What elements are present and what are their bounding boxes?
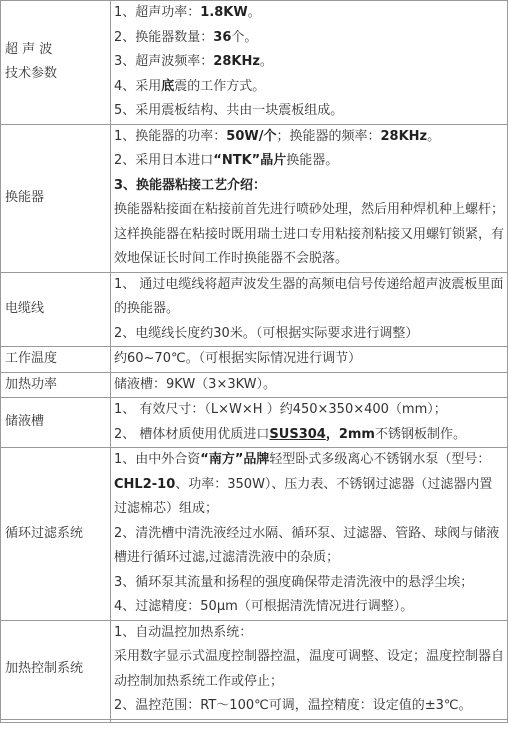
content-tank [111, 398, 508, 448]
cutoff-content-cell [111, 719, 508, 722]
content-ultrasonic [111, 1, 508, 125]
tank-item-2: 2、 槽体材质使用优质进口SUS304，2mm不锈钢板制作。 [114, 426, 466, 442]
row-heating-control [1, 620, 508, 719]
filtration-item-2: 2、清洗槽中清洗液经过水隔、循环泵、过滤器、管路、球阀与储液槽进行循环过滤,过滤清洗液中的杂质； [114, 525, 500, 565]
transducer-item-1: 1、换能器的功率：50W/个；换能器的频率：28KHz。 [114, 128, 441, 144]
label-ultrasonic-line2: 技术参数 [5, 66, 58, 82]
label-transducer: 换能器 [1, 124, 111, 272]
heating-control-description: 采用数字显示式温度控制器控温，温度可调整、设定；温度控制器自动控制加热系统工作或停止； [114, 649, 505, 689]
row-cutoff [1, 719, 508, 722]
label-cable: 电缆线 [1, 272, 111, 347]
content-cable [111, 272, 508, 347]
row-transducer [1, 124, 508, 272]
transducer-item-2: 2、采用日本进口“NTK”晶片换能器。 [114, 153, 339, 168]
ultrasonic-item-2: 2、换能器数量：36个。 [114, 29, 258, 45]
label-ultrasonic-line1: 超 声 波 [5, 41, 53, 57]
filtration-item-1: 1、由中外合资“南方”品牌轻型卧式多级离心不锈钢水泵（型号：CHL2-10、功率：350W）、压力表、不锈钢过滤器（过滤器内置过滤棉芯）组成； [114, 452, 493, 516]
content-transducer [111, 124, 508, 272]
cable-item-2: 2、电缆线长度约30米。（可根据实际要求进行调整） [114, 325, 419, 341]
label-heating-power: 加热功率 [1, 372, 111, 398]
heating-control-item-1: 1、自动温控加热系统： [114, 624, 253, 640]
filtration-item-3: 3、循环泵其流量和扬程的强度确保带走清洗液中的悬浮尘埃； [114, 574, 474, 590]
ultrasonic-item-5: 5、采用震板结构、共由一块震板组成。 [114, 103, 344, 118]
tank-item-1: 1、 有效尺寸：（L×W×H ）约450×350×400（mm）； [114, 402, 447, 417]
row-tank [1, 398, 508, 448]
label-filtration: 循环过滤系统 [1, 448, 111, 621]
temperature-value: 约60~70℃。（可根据实际情况进行调节） [111, 347, 508, 373]
row-heating-power [1, 372, 508, 398]
row-filtration [1, 448, 508, 621]
heating-power-value: 储液槽：9KW（3×3KW）。 [111, 372, 508, 398]
ultrasonic-item-4: 4、采用底震的工作方式。 [114, 78, 266, 94]
label-tank: 储液槽 [1, 398, 111, 448]
label-heating-control: 加热控制系统 [1, 620, 111, 719]
ultrasonic-item-1: 1、超声功率：1.8KW。 [114, 5, 261, 20]
label-ultrasonic [1, 1, 111, 125]
cable-item-1: 1、 通过电缆线将超声波发生器的高频电信号传递给超声波震板里面的换能器。 [114, 276, 504, 316]
cutoff-label-cell [1, 719, 111, 722]
content-filtration [111, 448, 508, 621]
row-cable [1, 272, 508, 347]
transducer-item-3: 3、换能器粘接工艺介绍： [114, 177, 267, 193]
row-ultrasonic [1, 1, 508, 125]
content-heating-control [111, 620, 508, 719]
transducer-description: 换能器粘接面在粘接前首先进行喷砂处理，然后用种焊机种上螺杆；这样换能器在粘接时既用瑞士进口专用粘接剂粘接又用螺钉锁紧，有效地保证长时间工作时换能器不会脱落。 [114, 202, 505, 266]
heating-control-item-2: 2、温控范围：RT～100℃可调，温控精度：设定值的±3℃。 [114, 698, 472, 713]
label-temperature: 工作温度 [1, 347, 111, 373]
row-temperature [1, 347, 508, 373]
filtration-item-4: 4、过滤精度：50μm（可根据清洗情况进行调整）。 [114, 599, 414, 614]
ultrasonic-item-3: 3、超声波频率：28KHz。 [114, 54, 273, 69]
